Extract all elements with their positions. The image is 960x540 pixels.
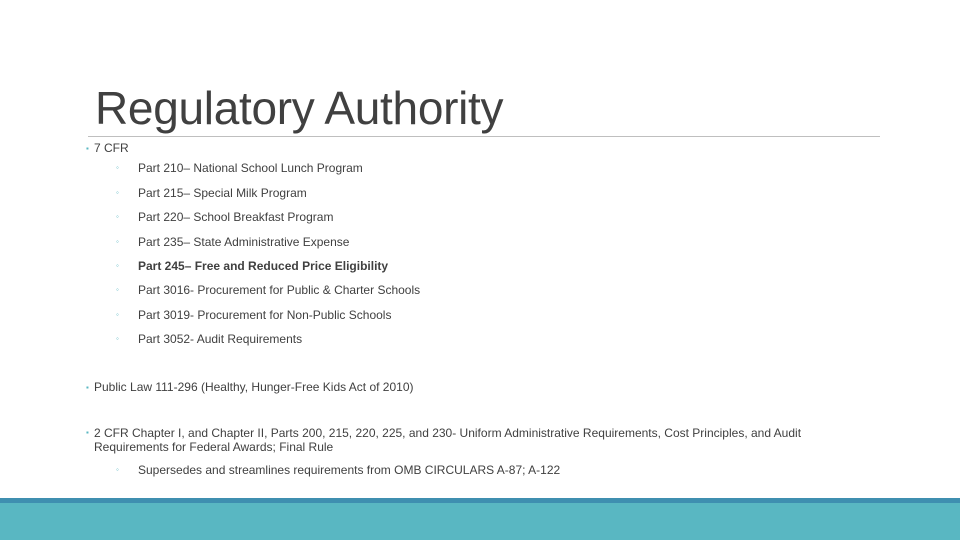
bullet-public-law (86, 380, 414, 395)
sub-bullet-text: Part 3052- Audit Requirements (138, 332, 303, 346)
circle-bullet-icon: ◦ (116, 163, 119, 172)
bullet-text: Public Law 111-296 (Healthy, Hunger-Free Kids Act of 2010) (94, 380, 414, 394)
square-bullet-icon: ▪ (86, 144, 89, 153)
sub-bullet-text: Part 220– School Breakfast Program (138, 210, 334, 224)
bullet-7-cfr (86, 141, 129, 156)
footer-accent-stripe (0, 498, 960, 503)
sub-bullet-text: Part 235– State Administrative Expense (138, 235, 350, 249)
sub-bullet-text: Part 3019- Procurement for Non-Public Schools (138, 308, 392, 322)
bullet-text: 7 CFR (94, 141, 129, 155)
slide-title: Regulatory Authority (95, 82, 504, 134)
bullet-2-cfr (86, 426, 816, 454)
footer-accent-bar (0, 498, 960, 540)
sub-bullet-text: Part 245– Free and Reduced Price Eligibility (138, 259, 389, 273)
circle-bullet-icon: ◦ (116, 465, 119, 474)
square-bullet-icon: ▪ (86, 383, 89, 392)
square-bullet-icon: ▪ (86, 428, 89, 437)
bullet-text: 2 CFR Chapter I, and Chapter II, Parts 200, 215, 220, 225, and 230- Uniform Administrative Requirements, Cost Principles, and Audit Requirements for Federal Awards; Final Rule (94, 426, 802, 454)
circle-bullet-icon: ◦ (116, 188, 119, 197)
sub-bullet-text: Part 210– National School Lunch Program (138, 161, 363, 175)
circle-bullet-icon: ◦ (116, 285, 119, 294)
sub-bullet-text: Part 215– Special Milk Program (138, 186, 307, 200)
sub-bullet-text: Part 3016- Procurement for Public & Charter Schools (138, 283, 421, 297)
circle-bullet-icon: ◦ (116, 334, 119, 343)
circle-bullet-icon: ◦ (116, 310, 119, 319)
circle-bullet-icon: ◦ (116, 237, 119, 246)
circle-bullet-icon: ◦ (116, 261, 119, 270)
circle-bullet-icon: ◦ (116, 212, 119, 221)
sub-bullet-text: Supersedes and streamlines requirements from OMB CIRCULARS A-87; A-122 (138, 463, 561, 477)
